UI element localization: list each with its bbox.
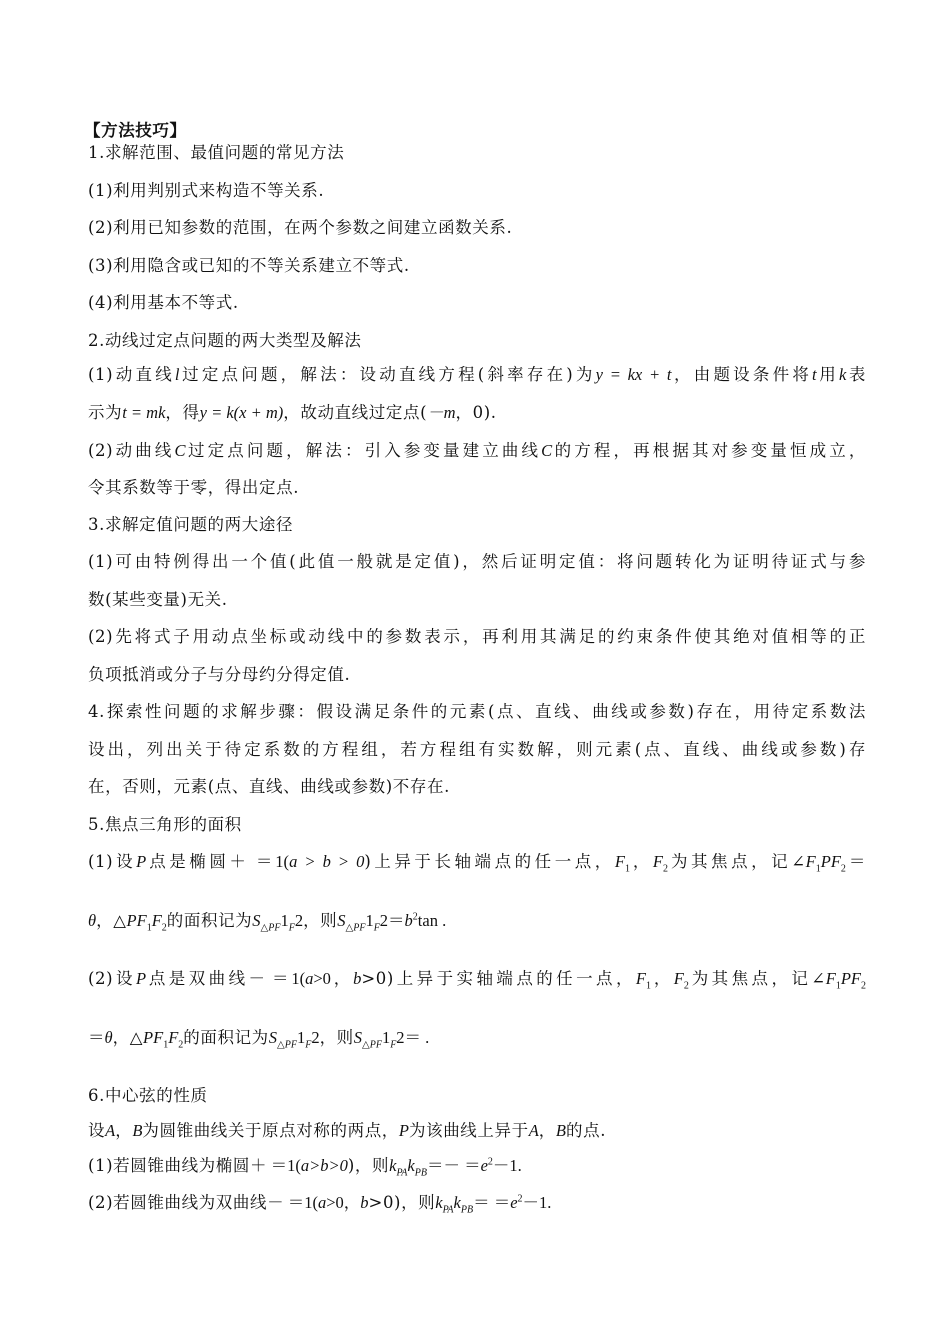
sec6-ellipse-result: (1)若圆锥曲线为椭圆＋ ＝1(a>b>0)，则$k_{PA}k_{PB}=- =e^2-1$. (88, 1156, 522, 1179)
sec2-para1-line1: (1)动直线l过定点问题，解法：设动直线方程(斜率存在)为y = kx + t，由题设条件将t用k表 (88, 365, 866, 384)
sec5-ellipse-line2: θ，$\triangle PF_1F_2$的面积记为$S_{\triangle PF}1_F2$，则$S_{\triangle PF}1_F2=b^2\tan$ . (88, 911, 447, 934)
sec2-title: 2.动线过定点问题的两大类型及解法 (88, 331, 362, 350)
section-heading: 【方法技巧】 (84, 121, 187, 140)
sec5-hyperbola-line1: (2)设P点是双曲线－ ＝1(a>0，b>0)上异于实轴端点的任一点，$F_1$，$F_2$为其焦点，记$\angle F_1PF_2$ (88, 969, 867, 992)
sec1-item-4: (4)利用基本不等式. (88, 293, 239, 312)
sec4-line3: 在，否则，元素(点、直线、曲线或参数)不存在. (88, 777, 450, 796)
sec5-title: 5.焦点三角形的面积 (88, 815, 242, 834)
sec1-item-1: (1)利用判别式来构造不等关系. (88, 181, 325, 200)
sec3-para1-line1: (1)可由特例得出一个值(此值一般就是定值)，然后证明定值：将问题转化为证明待证式与参 (88, 552, 866, 571)
sec2-para2-line1: (2)动曲线C过定点问题，解法：引入参变量建立曲线C的方程，再根据其对参变量恒成立， (88, 441, 866, 460)
sec6-title: 6.中心弦的性质 (88, 1086, 208, 1105)
sec5-hyperbola-line2: ＝θ，$\triangle PF_1F_2$的面积记为$S_{\triangle PF}1_F2$，则$S_{\triangle PF}1_F2=$ . (88, 1028, 430, 1051)
sec5-ellipse-line1: (1)设P点是椭圆＋ ＝1(a > b > 0)上异于长轴端点的任一点，$F_1$，$F_2$为其焦点，记$\angle F_1PF_2=$ (88, 852, 866, 875)
sec4-line1: 4.探索性问题的求解步骤：假设满足条件的元素(点、直线、曲线或参数)存在，用待定系数法 (88, 702, 866, 721)
sec1-title: 1.求解范围、最值问题的常见方法 (88, 143, 345, 162)
sec1-item-3: (3)利用隐含或已知的不等关系建立不等式. (88, 256, 410, 275)
sec6-hyperbola-result: (2)若圆锥曲线为双曲线－ ＝1(a>0，b>0)，则$k_{PA}k_{PB}= =e^2-1$. (88, 1193, 552, 1216)
sec3-para1-line2: 数(某些变量)无关. (88, 590, 228, 609)
sec4-line2: 设出，列出关于待定系数的方程组，若方程组有实数解，则元素(点、直线、曲线或参数)存 (88, 740, 866, 759)
sec3-title: 3.求解定值问题的两大途径 (88, 515, 294, 534)
sec2-para1-line2: 示为t = mk，得y = k(x + m)，故动直线过定点(－m，0). (88, 403, 497, 422)
sec6-description: 设A，B为圆锥曲线关于原点对称的两点，P为该曲线上异于A，B的点. (88, 1121, 607, 1140)
sec3-para2-line1: (2)先将式子用动点坐标或动线中的参数表示，再利用其满足的约束条件使其绝对值相等的正 (88, 627, 866, 646)
sec1-item-2: (2)利用已知参数的范围，在两个参数之间建立函数关系. (88, 218, 513, 237)
sec3-para2-line2: 负项抵消或分子与分母约分得定值. (88, 665, 351, 684)
sec2-para2-line2: 令其系数等于零，得出定点. (88, 478, 300, 497)
